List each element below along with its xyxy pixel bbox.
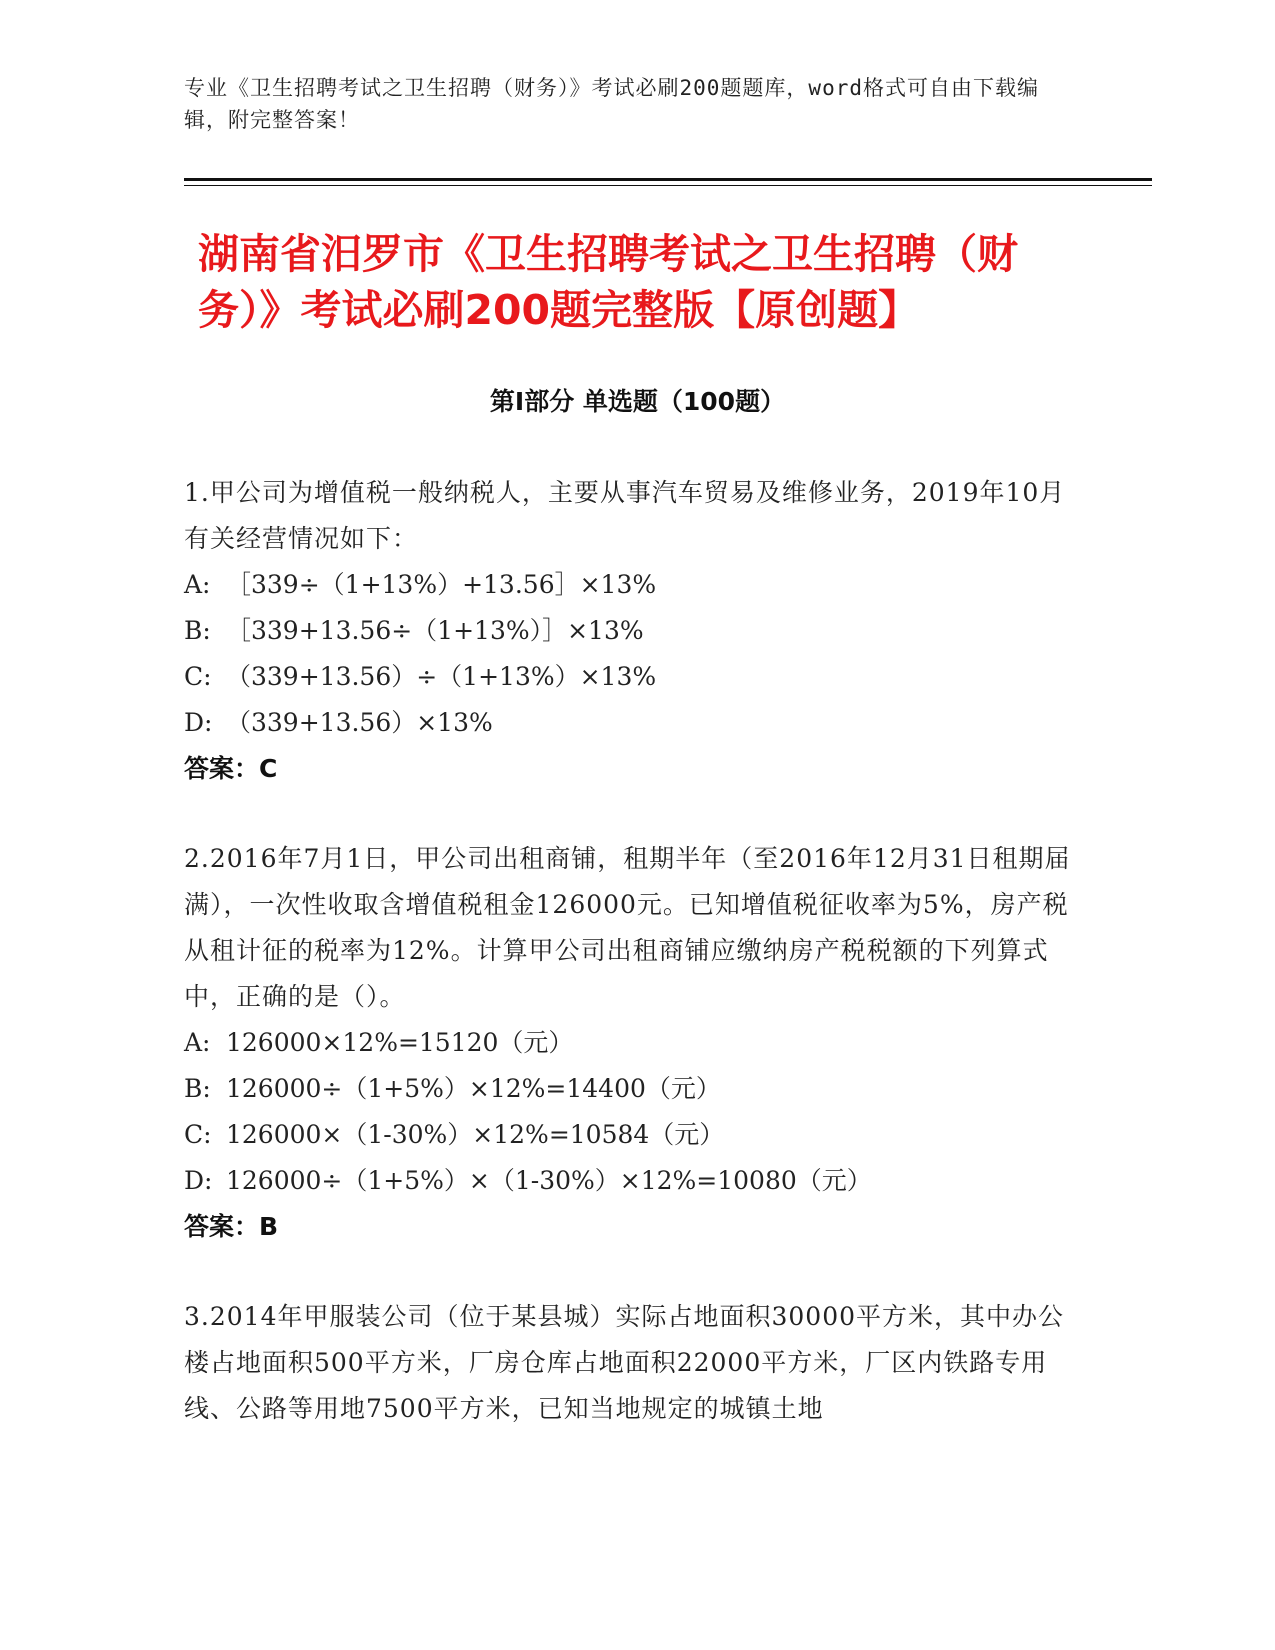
header-rule-thick <box>184 178 1152 181</box>
answer-label: 答案：B <box>184 1212 279 1241</box>
option-letter: A: <box>184 570 211 599</box>
option-d <box>184 700 1074 746</box>
section-title: 第I部分 单选题（100题） <box>489 387 786 416</box>
option-b <box>184 1066 1074 1112</box>
option-letter: B: <box>184 1074 211 1103</box>
option-letter: D: <box>184 1166 213 1195</box>
question-stem: 3.2014年甲服装公司（位于某县城）实际占地面积30000平方米，其中办公楼占地面积500平方米，厂房仓库占地面积22000平方米，厂区内铁路专用线、公路等用地7500平方米，已知当地规定的城镇土地 <box>184 1302 1065 1423</box>
answer-label: 答案：C <box>184 754 278 783</box>
question-stem: 1.甲公司为增值税一般纳税人，主要从事汽车贸易及维修业务，2019年10月有关经营情况如下： <box>184 478 1066 553</box>
option-text: （339+13.56）÷（1+13%）×13% <box>226 662 657 691</box>
option-b <box>184 608 1074 654</box>
option-text: 126000÷（1+5%）×（1-30%）×12%=10080（元） <box>226 1166 872 1195</box>
option-letter: C: <box>184 1120 212 1149</box>
option-a <box>184 562 1074 608</box>
option-c <box>184 654 1074 700</box>
question-2 <box>184 836 1074 1250</box>
option-text: 126000×（1-30%）×12%=10584（元） <box>226 1120 725 1149</box>
document-title: 湖南省汨罗市《卫生招聘考试之卫生招聘（财务）》考试必刷200题完整版【原创题】 <box>198 230 1018 334</box>
option-letter: D: <box>184 708 213 737</box>
question-stem: 2.2016年7月1日，甲公司出租商铺，租期半年（至2016年12月31日租期届满），一次性收取含增值税租金126000元。已知增值税征收率为5%，房产税从租计征的税率为12%。计算甲公司出租商铺应缴纳房产税税额的下列算式中，正确的是（）。 <box>184 844 1071 1011</box>
question-list <box>184 470 1074 1476</box>
option-c <box>184 1112 1074 1158</box>
option-a <box>184 1020 1074 1066</box>
option-letter: C: <box>184 662 212 691</box>
option-text: （339+13.56）×13% <box>226 708 493 737</box>
question-3 <box>184 1294 1074 1432</box>
question-1 <box>184 470 1074 792</box>
option-text: ［339÷（1+13%）+13.56］×13% <box>226 570 657 599</box>
option-letter: A: <box>184 1028 211 1057</box>
option-text: 126000×12%=15120（元） <box>226 1028 574 1057</box>
option-d <box>184 1158 1074 1204</box>
header-note: 专业《卫生招聘考试之卫生招聘（财务）》考试必刷200题题库，word格式可自由下载编辑，附完整答案！ <box>184 76 1039 132</box>
option-text: ［339+13.56÷（1+13%）］×13% <box>226 616 644 645</box>
header-rule-thin <box>184 185 1152 186</box>
option-letter: B: <box>184 616 211 645</box>
option-text: 126000÷（1+5%）×12%=14400（元） <box>226 1074 721 1103</box>
